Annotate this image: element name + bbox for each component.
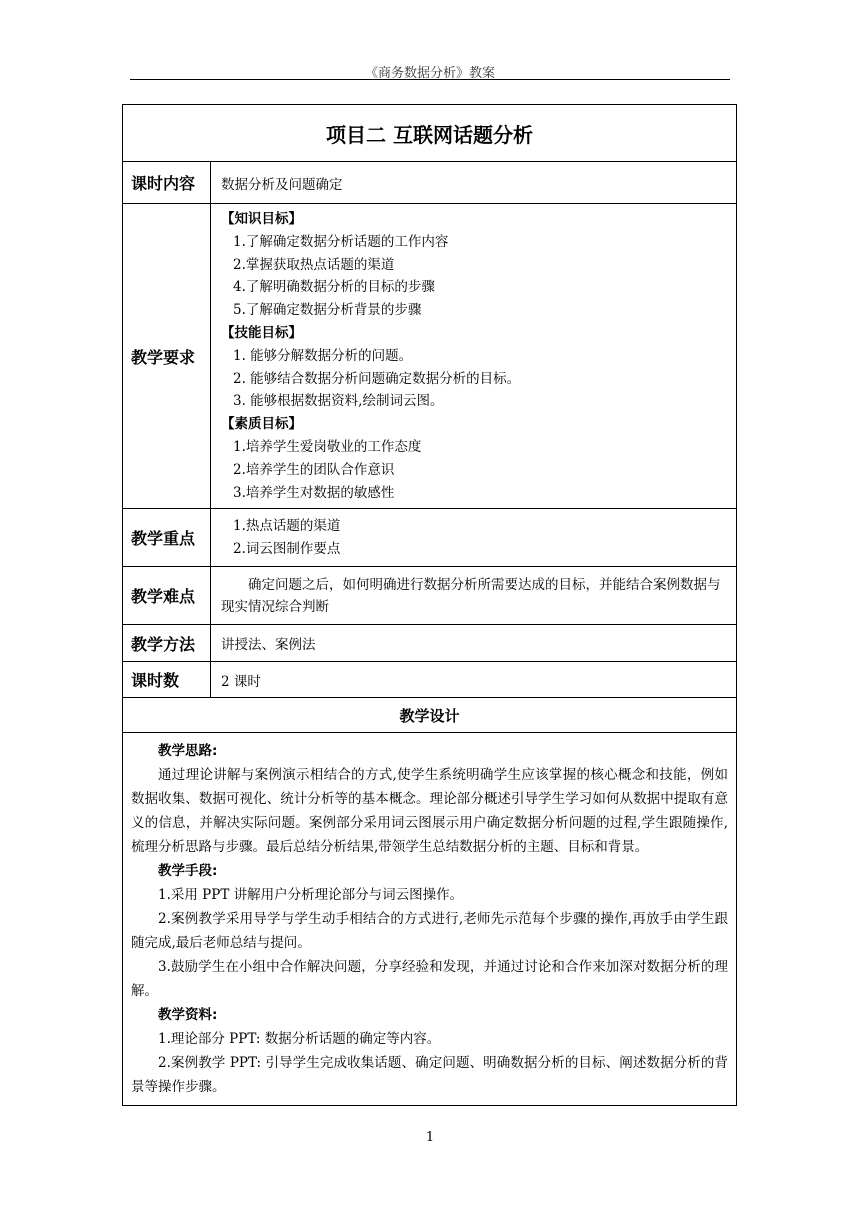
- key-point-item: 1.热点话题的渠道: [233, 518, 341, 535]
- materials-heading: 教学资料:: [158, 1007, 218, 1024]
- row-requirements: [123, 204, 737, 509]
- means-item: 2.案例教学采用导学与学生动手相结合的方式进行,老师先示范每个步骤的操作,再放手由学生跟随完成,最后老师总结与提问。: [131, 911, 728, 952]
- knowledge-item: 2.掌握获取热点话题的渠道: [233, 256, 395, 273]
- requirements-label: 教学要求: [123, 204, 211, 509]
- page-number: 1: [425, 1130, 435, 1145]
- hours-label: 课时数: [123, 662, 211, 698]
- thinking-heading: 教学思路:: [158, 743, 218, 760]
- content-label: 课时内容: [123, 162, 211, 204]
- key-points-cell: [211, 509, 737, 567]
- skill-item: 1. 能够分解数据分析的问题。: [233, 347, 413, 364]
- row-content: [123, 162, 737, 204]
- knowledge-item: 1.了解确定数据分析话题的工作内容: [233, 233, 449, 250]
- quality-item: 2.培养学生的团队合作意识: [233, 461, 395, 478]
- knowledge-item: 4.了解明确数据分析的目标的步骤: [233, 279, 435, 296]
- row-difficulty: [123, 567, 737, 625]
- materials-item: 1.理论部分 PPT: 数据分析话题的确定等内容。: [158, 1031, 441, 1048]
- quality-title: 【素质目标】: [221, 416, 302, 433]
- project-title: 项目二 互联网话题分析: [123, 105, 737, 162]
- skill-item: 3. 能够根据数据资料,绘制词云图。: [233, 393, 444, 410]
- means-heading: 教学手段:: [158, 863, 218, 880]
- quality-item: 3.培养学生对数据的敏感性: [233, 484, 395, 501]
- skill-item: 2. 能够结合数据分析问题确定数据分析的目标。: [233, 370, 521, 387]
- means-item: 1.采用 PPT 讲解用户分析理论部分与词云图操作。: [158, 887, 464, 904]
- key-point-item: 2.词云图制作要点: [233, 540, 341, 557]
- key-points-label: 教学重点: [123, 509, 211, 567]
- design-body: [123, 733, 737, 1106]
- difficulty-value: 确定问题之后，如何明确进行数据分析所需要达成的目标，并能结合案例数据与现实情况综合判断: [211, 567, 737, 625]
- knowledge-item: 5.了解确定数据分析背景的步骤: [233, 302, 422, 319]
- row-hours: [123, 662, 737, 698]
- means-item: 3.鼓励学生在小组中合作解决问题，分享经验和发现，并通过讨论和合作来加深对数据分析的理解。: [131, 959, 728, 1000]
- header-rule: [130, 79, 730, 80]
- materials-item: 2.案例教学 PPT: 引导学生完成收集话题、确定问题、明确数据分析的目标、阐述数据分析的背景等操作步骤。: [131, 1055, 728, 1096]
- row-key-points: [123, 509, 737, 567]
- design-title: 教学设计: [123, 698, 737, 733]
- method-label: 教学方法: [123, 625, 211, 662]
- requirements-cell: [211, 204, 737, 509]
- method-value: 讲授法、案例法: [211, 625, 737, 662]
- quality-item: 1.培养学生爱岗敬业的工作态度: [233, 438, 422, 455]
- page-header: 《商务数据分析》教案: [364, 66, 495, 81]
- knowledge-title: 【知识目标】: [221, 211, 302, 227]
- lesson-plan-table: [122, 104, 737, 1106]
- skill-title: 【技能目标】: [221, 324, 302, 341]
- thinking-text: 通过理论讲解与案例演示相结合的方式,使学生系统明确学生应该掌握的核心概念和技能，例如数据收集、数据可视化、统计分析等的基本概念。理论部分概述引导学生学习如何从数据中提取有意义的信息，并解决实际问题。案例部分采用词云图展示用户确定数据分析问题的过程,学生跟随操作,梳理分析思路与步骤。最后总结分析结果,带领学生总结数据分析的主题、目标和背景。: [131, 767, 728, 856]
- hours-value: 2 课时: [211, 662, 737, 698]
- difficulty-label: 教学难点: [123, 567, 211, 625]
- row-method: [123, 625, 737, 662]
- content-value: 数据分析及问题确定: [211, 162, 737, 204]
